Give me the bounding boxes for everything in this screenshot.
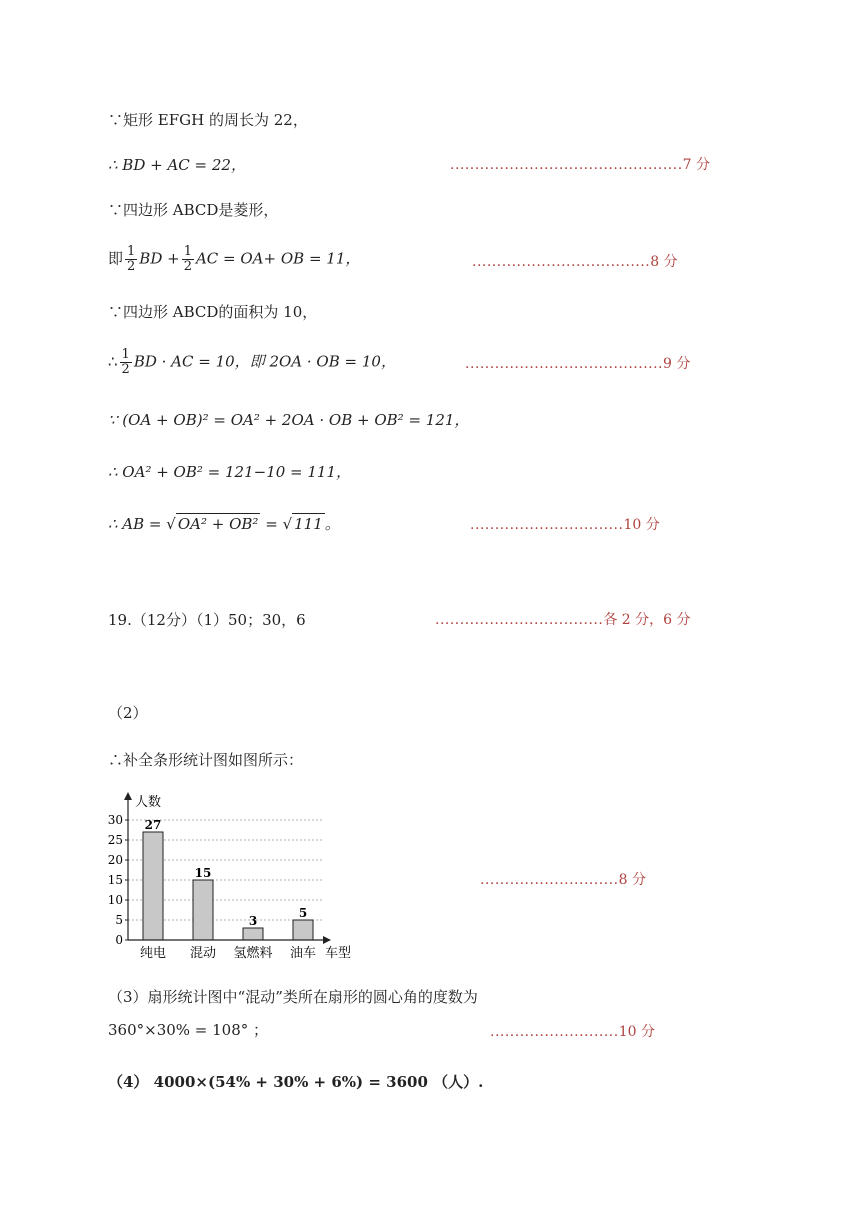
y-tick-label: 20 xyxy=(108,853,123,867)
prefix: 即 xyxy=(108,249,124,268)
line-q2-text: ∴补全条形统计图如图所示： xyxy=(108,751,304,769)
bar xyxy=(143,832,163,940)
prefix: ∴ xyxy=(108,352,118,371)
category-label: 油车 xyxy=(289,946,317,961)
score-19: ..................................各 2 分，6 分 xyxy=(435,612,691,628)
bar-data-label: 27 xyxy=(144,818,162,832)
half-sum-b: AC = OA+ OB = 11， xyxy=(195,249,361,268)
line-area-eq xyxy=(108,348,396,377)
x-axis-arrow xyxy=(323,936,331,944)
score-7: ...............................................7 分 xyxy=(450,157,711,173)
y-tick-label: 25 xyxy=(108,833,123,847)
bar xyxy=(193,880,213,940)
y-tick-label: 30 xyxy=(108,813,123,827)
ab-eq: ∴ AB = xyxy=(108,515,162,533)
y-axis-arrow xyxy=(124,792,132,800)
score-10b: ..........................10 分 xyxy=(490,1024,655,1040)
score-9: ........................................9 分 xyxy=(465,356,691,372)
line-q19: 19.（12分）（1）50；30，6 xyxy=(108,611,306,629)
y-tick-label: 0 xyxy=(115,933,123,947)
fraction-half-3: $\frac{1}{2}$ xyxy=(121,347,130,377)
bar-data-label: 15 xyxy=(194,866,212,880)
line-q2-label: （2） xyxy=(108,704,148,722)
sqrt-oa-ob: OA² + OB² xyxy=(177,515,259,533)
line-sum-squares: ∴ OA² + OB² = 121−10 = 111， xyxy=(108,463,352,481)
line-bd-ac: ∴ BD + AC = 22， xyxy=(108,156,246,174)
line-ab: ∴ AB = √ OA² + OB² = √ 111 。 xyxy=(108,515,340,533)
eq-sign: = xyxy=(265,515,278,533)
score-8b: ............................8 分 xyxy=(480,872,646,888)
score-10: ...............................10 分 xyxy=(470,517,660,533)
bar xyxy=(243,928,263,940)
line-perimeter: ∵矩形 EFGH 的周长为 22， xyxy=(108,111,308,129)
y-tick-label: 10 xyxy=(108,893,123,907)
y-tick-label: 15 xyxy=(108,873,123,887)
category-label: 纯电 xyxy=(139,946,167,961)
fraction-half: $\frac{1}{2}$ xyxy=(127,244,136,274)
line-half-sum xyxy=(108,245,360,274)
bar-chart xyxy=(108,790,368,970)
line-q3: （3）扇形统计图中“混动”类所在扇形的圆心角的度数为 xyxy=(108,988,478,1006)
fraction-half-2: $\frac{1}{2}$ xyxy=(183,244,192,274)
line-square-sum: ∵ (OA + OB)² = OA² + 2OA · OB + OB² = 121， xyxy=(108,411,470,429)
score-8: ....................................8 分 xyxy=(472,254,678,270)
end-mark: 。 xyxy=(324,515,340,533)
line-rhombus: ∵四边形 ABCD是菱形， xyxy=(108,201,279,219)
category-label: 氢燃料 xyxy=(233,946,273,961)
sqrt-111: 111 xyxy=(294,515,323,533)
line-q3-calc: 360°×30% = 108° ； xyxy=(108,1021,269,1039)
bar-data-label: 5 xyxy=(298,906,308,920)
category-label: 混动 xyxy=(189,946,217,961)
line-area: ∵四边形 ABCD的面积为 10， xyxy=(108,303,318,321)
bar-data-label: 3 xyxy=(248,914,258,928)
y-axis-label: 人数 xyxy=(135,795,162,810)
line-q4: （4） 4000×(54% + 30% + 6%) = 3600 （人）. xyxy=(108,1073,484,1091)
chart-bars xyxy=(143,832,313,940)
y-tick-label: 5 xyxy=(115,913,123,927)
bar xyxy=(293,920,313,940)
area-eq-rest: BD · AC = 10，即 2OA · OB = 10， xyxy=(133,352,396,371)
half-sum-a: BD + xyxy=(139,249,180,268)
x-axis-label: 车型 xyxy=(325,946,352,961)
